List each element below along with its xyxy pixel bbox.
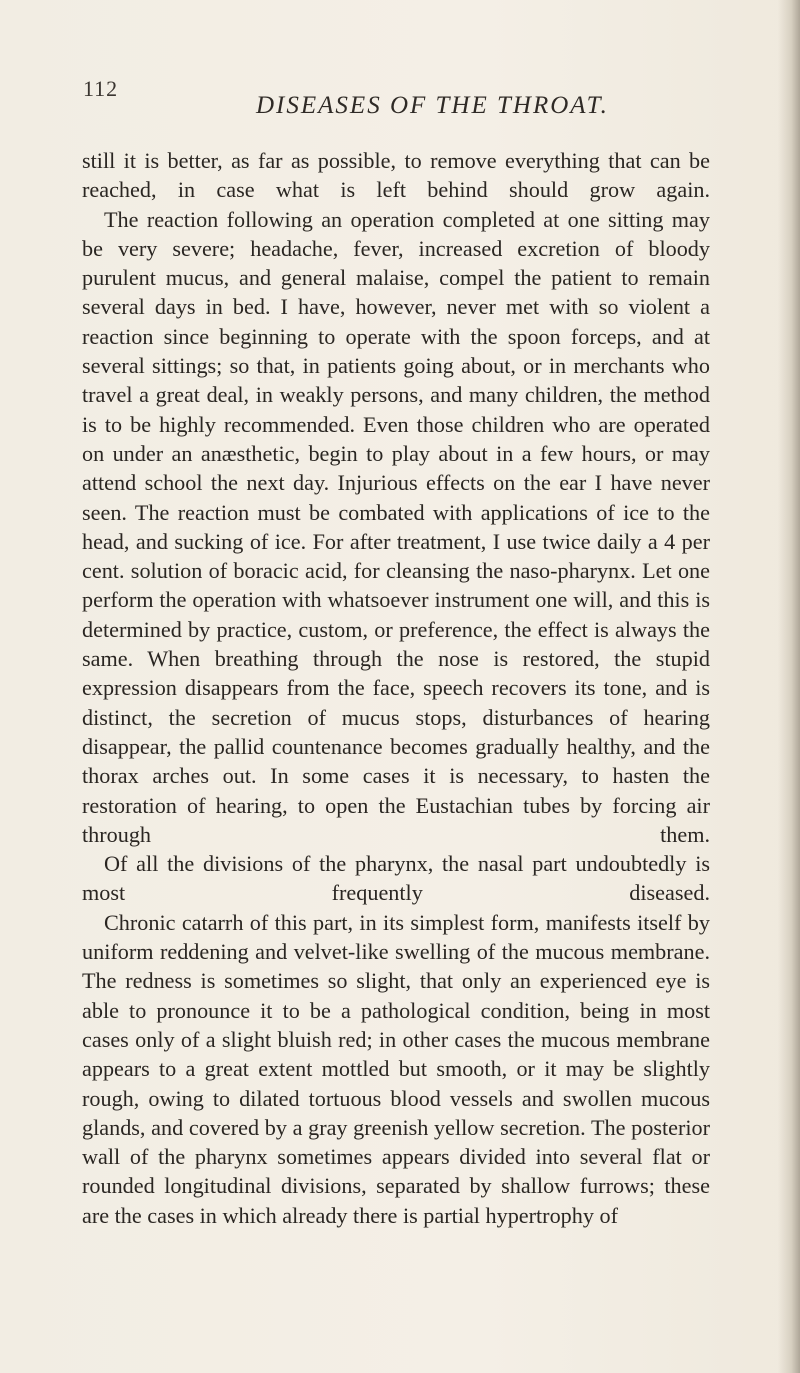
paragraph-chronic-catarrh: Chronic catarrh of this part, in its simplest form, manifests itself by uniform reddening and velvet-like swelling of the mucous membrane. The redness is sometimes so slight, that only an experienced eye is able to pronounce it to be a pathological condition, being in most cases only of a slight bluish red; in other cases the mucous membrane appears to a great extent mottled but smooth, or it may be slightly rough, owing to dilated tortuous blood vessels and swollen mucous glands, and covered by a gray greenish yellow secretion. The posterior wall of the pharynx sometimes appears divided into several flat or rounded longitudinal divisions, separated by shallow furrows; these are the cases in which already there is partial hypertrophy of [82,909,710,1228]
page-edge-shadow [778,0,800,1373]
running-title: DISEASES OF THE THROAT. [256,92,609,119]
page-number: 112 [83,76,119,101]
body-text [82,146,710,1230]
paragraph-continuation: still it is better, as far as possible, to remove everything that can be reached, in case what is left behind should grow again. [82,148,710,203]
paragraph-divisions: Of all the divisions of the pharynx, the nasal part undoubtedly is most frequently diseased. [82,851,710,906]
paragraph-reaction: The reaction following an operation completed at one sitting may be very severe; headache, fever, increased excretion of bloody purulent mucus, and general malaise, compel the patient to remain several days in bed. I have, however, never met with so violent a reaction since beginning to operate with the spoon forceps, and at several sittings; so that, in patients going about, or in merchants who travel a great deal, in weakly persons, and many children, the method is to be highly recommended. Even those children who are operated on under an anæsthetic, begin to play about in a few hours, or may attend school the next day. Injurious effects on the ear I have never seen. The reaction must be combated with applications of ice to the head, and sucking of ice. For after treatment, I use twice daily a 4 per cent. solution of boracic acid, for cleansing the naso-pharynx. Let one perform the operation with whatsoever instrument one will, and this is determined by practice, custom, or preference, the effect is always the same. When breathing through the nose is restored, the stupid expression disappears from the face, speech recovers its tone, and is distinct, the secretion of mucus stops, disturbances of hearing disappear, the pallid countenance becomes gradually healthy, and the thorax arches out. In some cases it is necessary, to hasten the restoration of hearing, to open the Eustachian tubes by forcing air through them. [82,206,710,847]
